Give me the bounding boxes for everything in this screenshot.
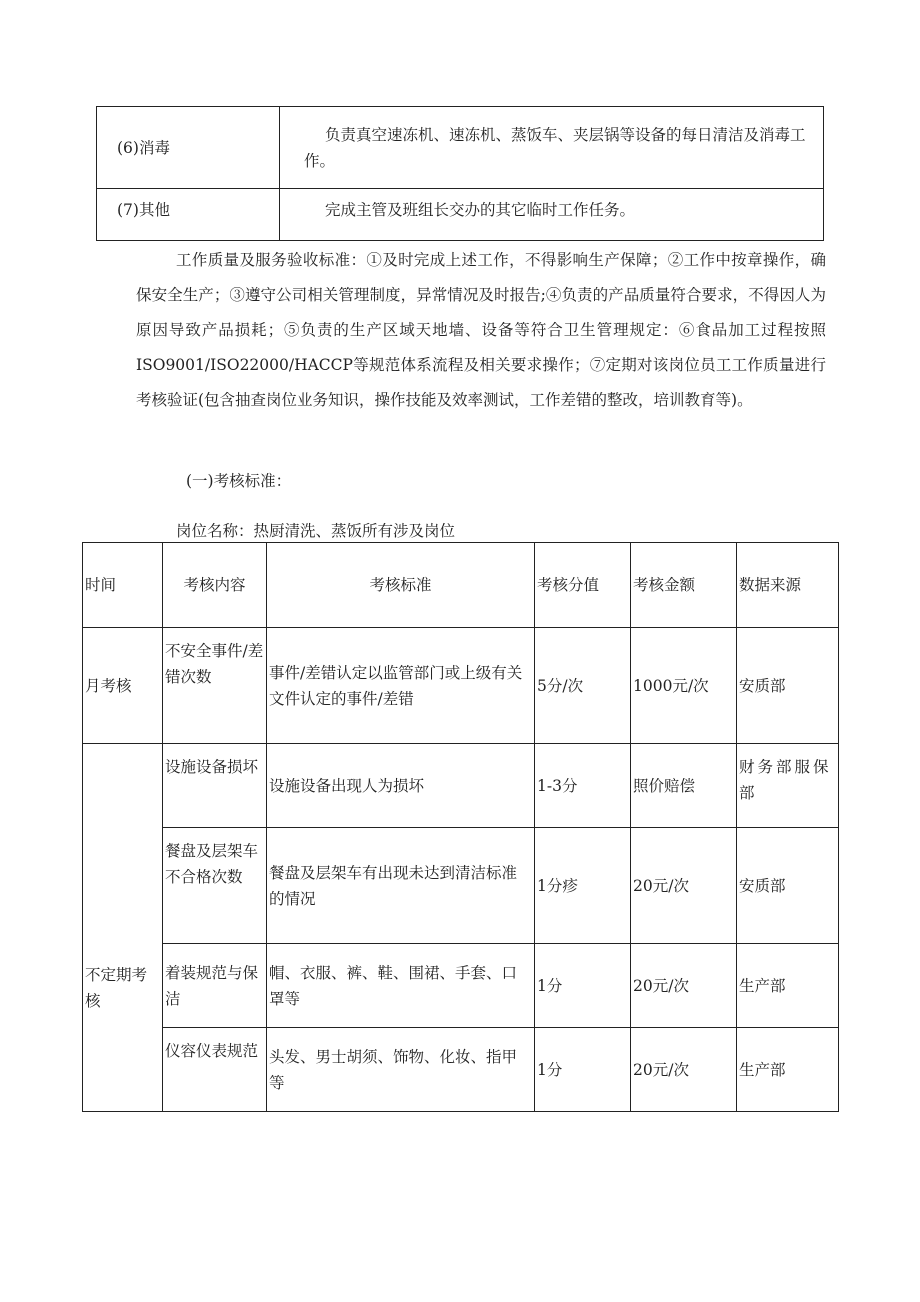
- header-time: 时间: [83, 543, 163, 628]
- table-row: [83, 628, 839, 744]
- content-cell: 不安全事件/差错次数: [163, 628, 267, 744]
- standard-cell: 设施设备出现人为损坏: [267, 744, 535, 828]
- duty-item: (6)消毒: [97, 107, 280, 189]
- amount-cell: 20元/次: [631, 944, 737, 1028]
- score-cell: 1分: [535, 1028, 631, 1112]
- score-cell: 1分疹: [535, 828, 631, 944]
- header-score: 考核分值: [535, 543, 631, 628]
- quality-standard-paragraph: 工作质量及服务验收标准：①及时完成上述工作，不得影响生产保障；②工作中按章操作，确保安全生产；③遵守公司相关管理制度，异常情况及时报告;④负责的产品质量符合要求，不得因人为原因导致产品损耗；⑤负责的生产区域天地墙、设备等符合卫生管理规定：⑥食品加工过程按照ISO9001/ISO22000/HACCP等规范体系流程及相关要求操作；⑦定期对该岗位员工工作质量进行考核验证(包含抽查岗位业务知识，操作技能及效率测试，工作差错的整改，培训教育等)。: [136, 251, 826, 409]
- content-cell: 设施设备损坏: [163, 744, 267, 828]
- amount-cell: 20元/次: [631, 1028, 737, 1112]
- header-amount: 考核金额: [631, 543, 737, 628]
- duty-desc: 完成主管及班组长交办的其它临时工作任务。: [280, 189, 824, 241]
- source-cell: 安质部: [737, 828, 839, 944]
- table-row: [83, 744, 839, 828]
- table-row: [83, 944, 839, 1028]
- source-cell: 安质部: [737, 628, 839, 744]
- amount-cell: 照价赔偿: [631, 744, 737, 828]
- standard-cell: 帽、衣服、裤、鞋、围裙、手套、口罩等: [267, 944, 535, 1028]
- position-name: 岗位名称：热厨清洗、蒸饭所有涉及岗位: [176, 522, 456, 540]
- source-cell: 生产部: [737, 944, 839, 1028]
- duty-desc: 负责真空速冻机、速冻机、蒸饭车、夹层锅等设备的每日清洁及消毒工作。: [280, 107, 824, 189]
- duty-item: (7)其他: [97, 189, 280, 241]
- header-content: 考核内容: [163, 543, 267, 628]
- standard-cell: 事件/差错认定以监管部门或上级有关文件认定的事件/差错: [267, 628, 535, 744]
- score-cell: 5分/次: [535, 628, 631, 744]
- table-header-row: [83, 543, 839, 628]
- duty-row: [97, 189, 824, 241]
- period-cell: 不定期考核: [83, 744, 163, 1112]
- content-cell: 着装规范与保洁: [163, 944, 267, 1028]
- duty-table: [96, 106, 824, 241]
- amount-cell: 20元/次: [631, 828, 737, 944]
- table-row: [83, 828, 839, 944]
- header-standard: 考核标准: [267, 543, 535, 628]
- score-cell: 1-3分: [535, 744, 631, 828]
- source-cell: 财务部服保部: [737, 744, 839, 828]
- table-row: [83, 1028, 839, 1112]
- content-cell: 仪容仪表规范: [163, 1028, 267, 1112]
- duty-row: [97, 107, 824, 189]
- source-cell: 生产部: [737, 1028, 839, 1112]
- amount-cell: 1000元/次: [631, 628, 737, 744]
- standard-cell: 餐盘及层架车有出现未达到清洁标准的情况: [267, 828, 535, 944]
- header-source: 数据来源: [737, 543, 839, 628]
- section-heading: (一)考核标准：: [186, 472, 292, 490]
- content-cell: 餐盘及层架车不合格次数: [163, 828, 267, 944]
- assessment-table: [82, 542, 839, 1112]
- standard-cell: 头发、男士胡须、饰物、化妆、指甲等: [267, 1028, 535, 1112]
- score-cell: 1分: [535, 944, 631, 1028]
- period-cell: 月考核: [83, 628, 163, 744]
